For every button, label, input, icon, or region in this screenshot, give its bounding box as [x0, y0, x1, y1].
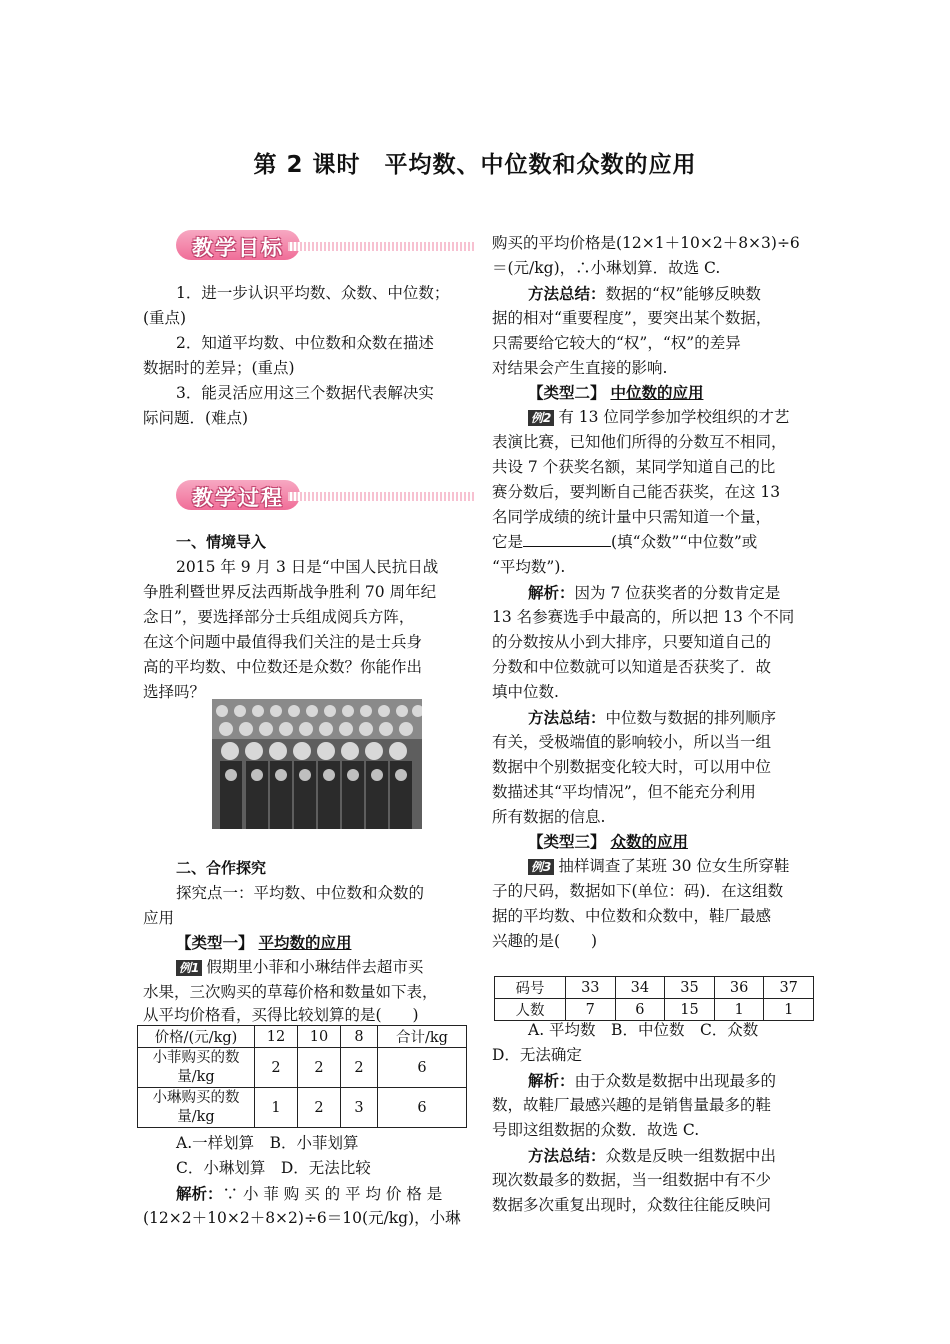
text-line: 在这个问题中最值得我们关注的是士兵身	[143, 633, 423, 651]
text-line: 数描述其“平均情况”，但不能充分利用	[492, 783, 756, 801]
type-tag: 【类型一】	[176, 934, 254, 952]
table-cell: 小菲购买的数 量/kg	[138, 1048, 255, 1088]
method-label: 方法总结：	[528, 1146, 606, 1165]
page-title: 第 2 课时 平均数、中位数和众数的应用	[253, 152, 697, 178]
table-cell: 2	[255, 1048, 298, 1088]
text-line: 据的相对“重要程度”，要突出某个数据，	[492, 309, 772, 327]
table-cell: 小琳购买的数 量/kg	[138, 1088, 255, 1128]
goals-banner-label: 教学目标	[192, 236, 284, 260]
text-line: 购买的平均价格是(12×1＋10×2＋8×3)÷6	[492, 234, 800, 252]
text-line: 分数和中位数就可以知道是否获奖了．故	[492, 658, 772, 676]
goal-line: 2．知道平均数、中位数和众数在描述	[176, 334, 434, 352]
process-banner	[138, 476, 475, 514]
text-line: 现次数最多的数据，当一组数据中有不少	[492, 1171, 772, 1189]
table-cell: 1	[255, 1088, 298, 1128]
text-line: 赛分数后，要判断自己能否获奖，在这 13	[492, 483, 781, 501]
example-text: 抽样调查了某班 30 位女生所穿鞋	[558, 857, 790, 875]
table-header-cell: 码号	[495, 977, 566, 999]
goal-line: 数据时的差异；(重点)	[143, 359, 295, 377]
example-badge: 例2	[528, 410, 554, 426]
text-line: 兴趣的是( )	[492, 932, 598, 950]
text-line: 共设 7 个获奖名额，某同学知道自己的比	[492, 458, 776, 476]
text-line: 数，故鞋厂最感兴趣的是销售量最多的鞋	[492, 1096, 772, 1114]
method-line	[528, 705, 776, 731]
table-cell: 1	[764, 999, 814, 1021]
text-line: “平均数”).	[492, 558, 566, 576]
example-1-line	[176, 955, 423, 980]
example-text: 假期里小菲和小琳结伴去超市买	[206, 958, 424, 976]
goal-line: 际问题．(难点)	[143, 409, 249, 427]
options-line: D．无法确定	[492, 1046, 582, 1064]
method-text: 中位数与数据的排列顺序	[605, 709, 777, 727]
soldiers-photo	[212, 699, 422, 829]
text-line: 填中位数.	[492, 683, 559, 701]
text-line: 对结果会产生直接的影响.	[492, 359, 668, 377]
table-header-cell: 35	[665, 977, 715, 999]
table-header-cell: 8	[341, 1026, 378, 1048]
method-text: 众数是反映一组数据中出	[605, 1147, 777, 1165]
example-3-line	[528, 854, 789, 879]
goal-line: (重点)	[143, 309, 187, 327]
table-cell: 2	[341, 1048, 378, 1088]
table-header-cell: 33	[566, 977, 616, 999]
text-line: 有关，受极端值的影响较小，所以当一组	[492, 733, 772, 751]
table-header-cell: 36	[714, 977, 764, 999]
text-line: 只需要给它较大的“权”，“权”的差异	[492, 334, 741, 352]
example-badge: 例3	[528, 859, 554, 875]
table-cell: 3	[341, 1088, 378, 1128]
type-name: 平均数的应用	[258, 934, 352, 952]
analysis-line	[528, 580, 780, 606]
text-line: 2015 年 9 月 3 日是“中国人民抗日战	[176, 558, 439, 576]
analysis-line	[176, 1181, 442, 1207]
text-line: 数据多次重复出现时，众数往往能反映问	[492, 1196, 772, 1214]
text-line: 的分数按从小到大排序，只要知道自己的	[492, 633, 772, 651]
text-line: 从平均价格看，买得比较划算的是( )	[143, 1006, 419, 1024]
example-badge: 例1	[176, 960, 202, 976]
shoe-size-table	[494, 976, 814, 1021]
type-name: 众数的应用	[610, 833, 688, 851]
example-2-line	[528, 405, 789, 430]
table-header-cell: 34	[615, 977, 665, 999]
type-three-heading	[528, 830, 688, 855]
analysis-label: 解析：	[528, 583, 575, 602]
price-table	[137, 1025, 467, 1128]
analysis-label: 解析：	[528, 1071, 575, 1090]
analysis-text: 因为 7 位获奖者的分数肯定是	[574, 584, 781, 602]
analysis-text: 由于众数是数据中出现最多的	[574, 1072, 777, 1090]
analysis-label: 解析：	[176, 1184, 223, 1203]
text-line: 表演比赛，已知他们所得的分数互不相同，	[492, 433, 787, 451]
goal-line: 1．进一步认识平均数、众数、中位数；	[176, 284, 450, 302]
table-row	[138, 1088, 467, 1128]
text-line: (12×2＋10×2＋8×2)÷6＝10(元/kg)，小琳	[143, 1209, 461, 1227]
options-line: C．小琳划算 D．无法比较	[176, 1159, 371, 1177]
text-line: 所有数据的信息.	[492, 808, 606, 826]
table-row	[138, 1048, 467, 1088]
text-line: 探究点一：平均数、中位数和众数的	[176, 884, 425, 902]
goals-banner	[138, 226, 475, 264]
example-text: 有 13 位同学参加学校组织的才艺	[558, 408, 790, 426]
method-line	[528, 1143, 776, 1169]
table-cell: 6	[378, 1088, 467, 1128]
text-line: 争胜利暨世界反法西斯战争胜利 70 周年纪	[143, 583, 437, 601]
text-line: ＝(元/kg)，∴小琳划算．故选 C.	[492, 259, 721, 277]
text-line: 高的平均数、中位数还是众数？你能作出	[143, 658, 423, 676]
table-cell: 人数	[495, 999, 566, 1021]
table-header-cell: 价格/(元/kg)	[138, 1026, 255, 1048]
method-label: 方法总结：	[528, 708, 606, 727]
section-heading: 二、合作探究	[176, 859, 267, 877]
text-line: 念日”，要选择部分士兵组成阅兵方阵，	[143, 608, 415, 626]
type-two-heading	[528, 381, 703, 406]
type-tag: 【类型二】	[528, 384, 606, 402]
text-line: 水果，三次购买的草莓价格和数量如下表，	[143, 983, 438, 1001]
method-label: 方法总结：	[528, 284, 606, 303]
table-cell: 15	[665, 999, 715, 1021]
text-line: 应用	[143, 909, 175, 927]
text-line: 它是 (填“众数”“中位数”或	[492, 530, 757, 555]
table-cell: 1	[714, 999, 764, 1021]
text-line: 据的平均数、中位数和众数中，鞋厂最感	[492, 907, 772, 925]
answer-blank	[523, 530, 611, 547]
table-cell: 7	[566, 999, 616, 1021]
section-heading: 一、情境导入	[176, 533, 267, 551]
options-line: A. 平均数 B．中位数 C．众数	[528, 1021, 759, 1039]
type-tag: 【类型三】	[528, 833, 606, 851]
table-header-cell: 37	[764, 977, 814, 999]
table-cell: 6	[378, 1048, 467, 1088]
type-one-heading	[176, 931, 351, 956]
text-line: 名同学成绩的统计量中只需知道一个量，	[492, 508, 772, 526]
text-line: 号即这组数据的众数．故选 C.	[492, 1121, 700, 1139]
table-cell: 2	[298, 1048, 341, 1088]
table-cell: 6	[615, 999, 665, 1021]
method-text: 数据的“权”能够反映数	[605, 285, 761, 303]
process-banner-label: 教学过程	[192, 486, 284, 510]
method-line	[528, 281, 761, 307]
table-header-cell: 合计/kg	[378, 1026, 467, 1048]
text-line: 选择吗？	[143, 683, 206, 701]
text-line: 数据中个别数据变化较大时，可以用中位	[492, 758, 772, 776]
table-header-cell: 10	[298, 1026, 341, 1048]
table-row	[495, 977, 814, 999]
type-name: 中位数的应用	[610, 384, 704, 402]
text-line: 子的尺码，数据如下(单位：码)．在这组数	[492, 882, 784, 900]
text-line: 13 名参赛选手中最高的，所以把 13 个不同	[492, 608, 795, 626]
analysis-text: ∵ 小 菲 购 买 的 平 均 价 格 是	[222, 1185, 443, 1203]
analysis-line	[528, 1068, 776, 1094]
table-header-cell: 12	[255, 1026, 298, 1048]
options-line: A.一样划算 B．小菲划算	[176, 1134, 359, 1152]
table-cell: 2	[298, 1088, 341, 1128]
goal-line: 3．能灵活应用这三个数据代表解决实	[176, 384, 434, 402]
